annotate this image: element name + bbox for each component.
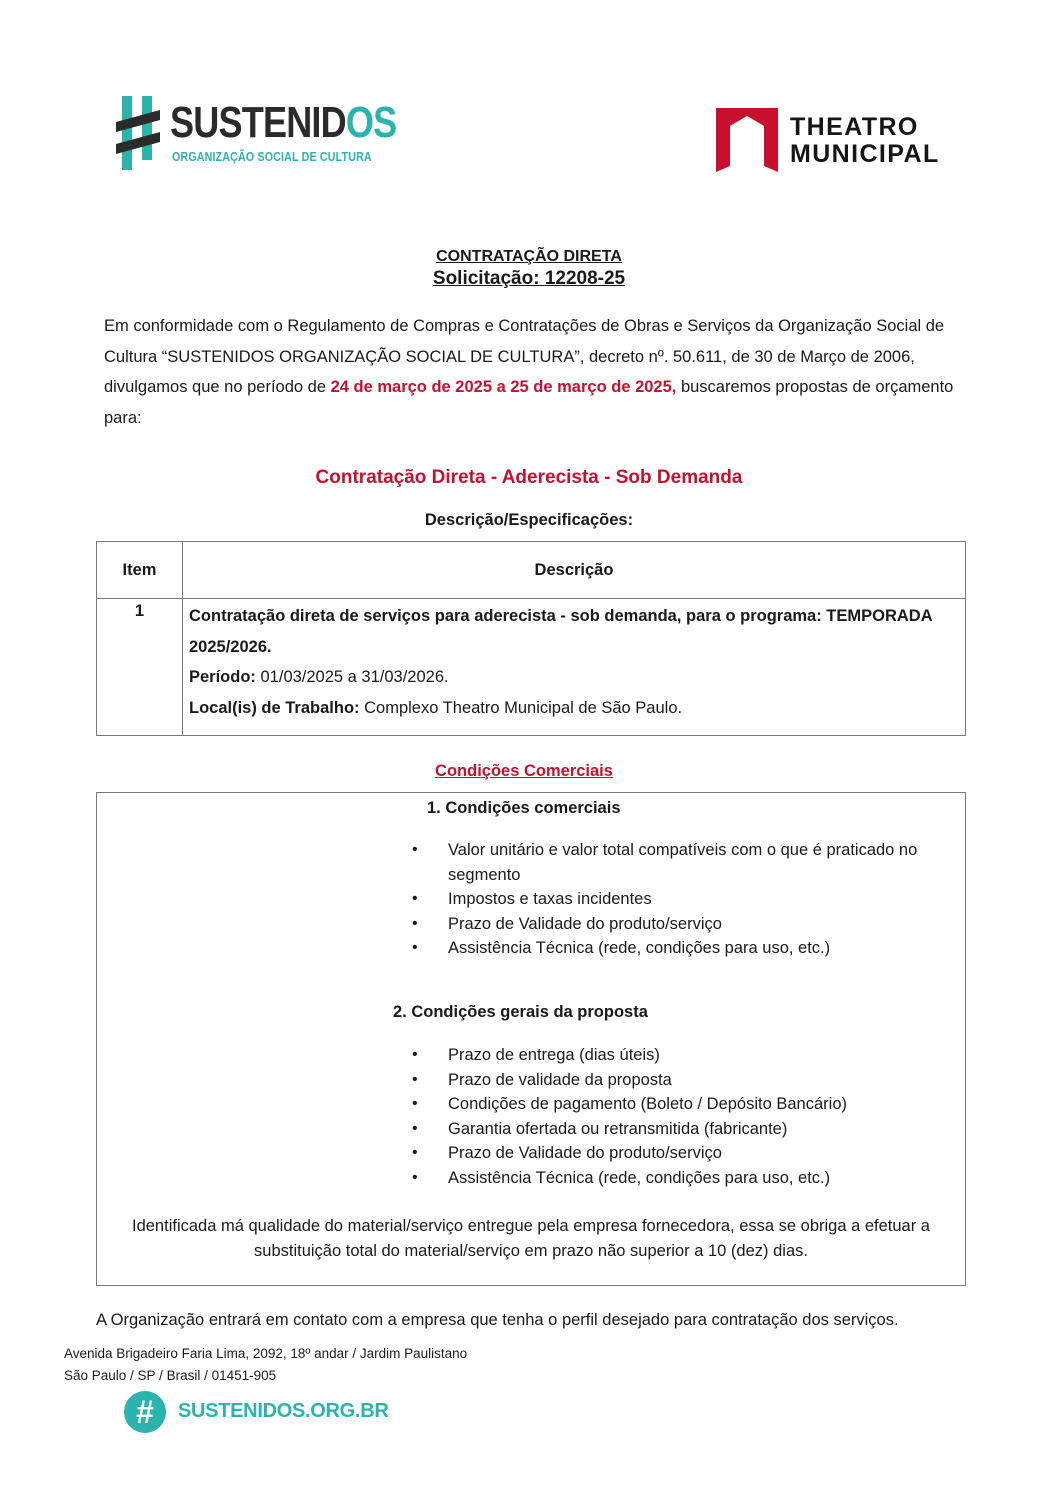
conditions-title: Condições Comerciais [435, 762, 613, 780]
specifications-label: Descrição/Especificações: [424, 511, 634, 529]
list-item: • Prazo de validade da proposta [412, 1068, 957, 1093]
document-title: CONTRATAÇÃO DIRETA [436, 248, 622, 265]
column-header-description: Descrição [183, 542, 966, 599]
list-item: • Prazo de Validade do produto/serviço [412, 912, 957, 937]
request-number: Solicitação: 12208-25 [432, 268, 626, 289]
sustenidos-logo [116, 94, 397, 172]
hash-circle-icon: # [124, 1391, 166, 1433]
items-table [96, 541, 966, 736]
list-item: • Condições de pagamento (Boleto / Depósito Bancário) [412, 1092, 957, 1117]
sustenidos-tagline: ORGANIZAÇÃO SOCIAL DE CULTURA [172, 149, 372, 164]
footer-address: Avenida Brigadeiro Faria Lima, 2092, 18º andar / Jardim Paulistano São Paulo / SP / Brasil / 01451-905 [64, 1346, 468, 1383]
closing-statement: A Organização entrará em contato com a empresa que tenha o perfil desejado para contratação dos serviços. [96, 1311, 899, 1329]
item-description [183, 599, 966, 736]
table-row [97, 599, 966, 736]
list-item: • Prazo de entrega (dias úteis) [412, 1043, 957, 1068]
footer-website-logo[interactable] [124, 1391, 389, 1433]
quality-note: Identificada má qualidade do material/serviço entregue pela empresa fornecedora, essa se obriga a efetuar a substituição total do material/serviço em prazo não superior a 10 (dez) dias. [132, 1217, 930, 1260]
list-item: • Prazo de Validade do produto/serviço [412, 1141, 957, 1166]
item-location: Local(is) de Trabalho: Complexo Theatro Municipal de São Paulo. [189, 698, 683, 717]
list-item: • Impostos e taxas incidentes [412, 887, 957, 912]
intro-paragraph: Em conformidade com o Regulamento de Compras e Contratações de Obras e Serviços da Organização Social de Cultura “SUSTENIDOS ORGANIZAÇÃO SOCIAL DE CULTURA”, decreto nº. 50.611, de 30 de Março de 2006, divulgamos que no período de 24 de março de 2025 a 25 de março de 2025, buscaremos propostas de orçamento para: [104, 317, 954, 427]
conditions-box [96, 792, 966, 1286]
sustenidos-wordmark: SUSTENIDOS [170, 98, 397, 147]
general-conditions-heading: 2. Condições gerais da proposta [393, 1003, 648, 1021]
list-item: • Garantia ofertada ou retransmitida (fabricante) [412, 1117, 957, 1142]
list-item: • Assistência Técnica (rede, condições para uso, etc.) [412, 1166, 957, 1191]
item-description-main: Contratação direta de serviços para aderecista - sob demanda, para o programa: TEMPORADA 2025/2026. [189, 607, 933, 656]
theatro-municipal-text: THEATRO MUNICIPAL [790, 113, 940, 168]
column-header-item: Item [97, 542, 183, 599]
section-title: Contratação Direta - Aderecista - Sob Demanda [315, 467, 743, 488]
item-number: 1 [97, 599, 183, 736]
theatro-arch-icon [716, 108, 778, 172]
period-highlight: 24 de março de 2025 a 25 de março de 2025, [330, 378, 677, 396]
commercial-conditions-list [412, 838, 957, 961]
list-item: • Assistência Técnica (rede, condições para uso, etc.) [412, 936, 957, 961]
table-header-row [97, 542, 966, 599]
theatro-municipal-logo [716, 108, 956, 174]
item-period: Período: 01/03/2025 a 31/03/2026. [189, 668, 449, 686]
website-link[interactable]: SUSTENIDOS.ORG.BR [178, 1400, 389, 1422]
list-item: • Valor unitário e valor total compatíveis com o que é praticado no segmento [412, 838, 957, 887]
hash-logo-icon [116, 96, 160, 170]
general-conditions-list [412, 1043, 957, 1190]
commercial-conditions-heading: 1. Condições comerciais [427, 799, 621, 817]
